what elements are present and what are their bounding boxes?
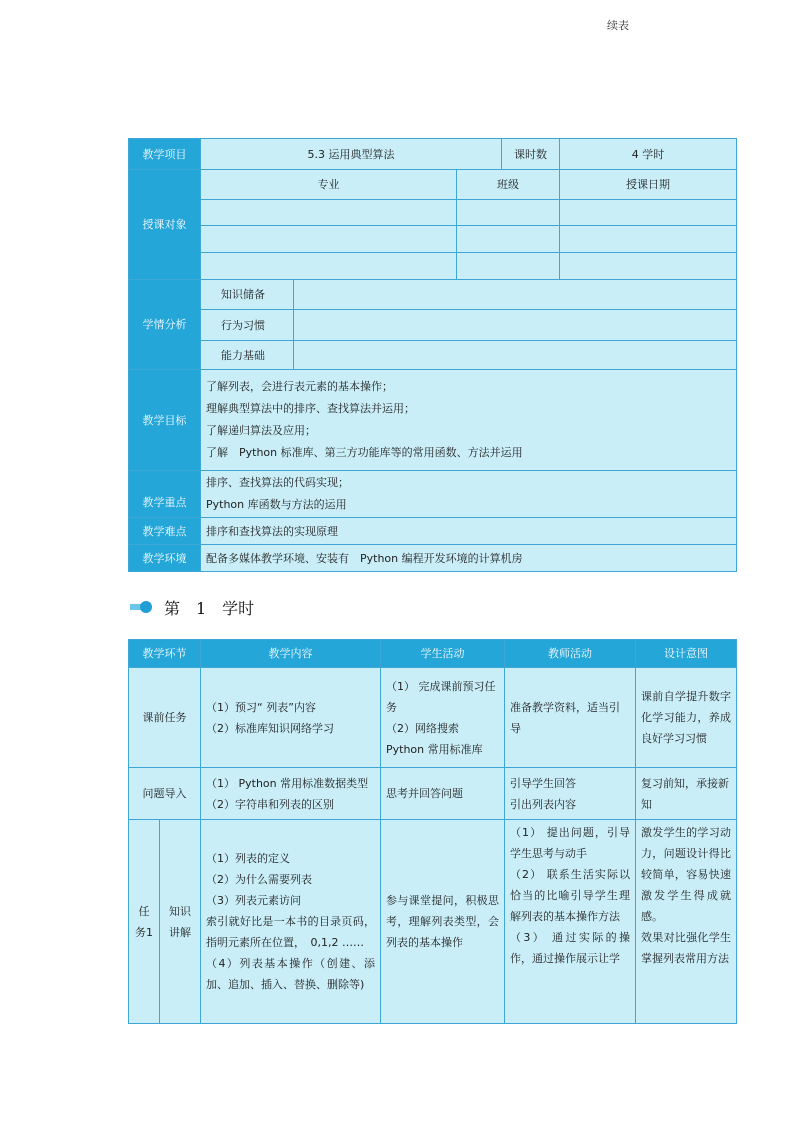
running-head: 续表 [607,19,629,32]
goals-list [201,370,737,471]
audience-cell [201,226,457,253]
student-line: 思考并回答问题 [386,787,463,800]
student-line: （2）网络搜索 Python 常用标准库 [386,721,483,756]
analysis-value [294,341,737,370]
section-marker-icon [130,601,152,613]
project-value: 5.3 运用典型算法 [201,139,502,170]
intent-cell [636,820,737,1024]
intent-line: 课前自学提升数字化学习能力，养成良好学习习惯 [641,690,731,745]
audience-header-class: 班级 [457,170,560,200]
project-label: 教学项目 [129,139,201,170]
goal-item: 了解 Python 标准库、第三方功能库等的常用函数、方法并运用 [206,446,523,459]
content-line: （2）字符串和列表的区别 [206,797,334,811]
analysis-value [294,280,737,310]
audience-cell [201,253,457,280]
hours-value: 4 学时 [560,139,737,170]
intent-cell [636,668,737,768]
stage-cell: 课前任务 [129,668,201,768]
audience-cell [201,200,457,226]
section-heading [130,596,254,618]
student-cell [381,668,505,768]
student-line: （1） 完成课前预习任务 [386,679,496,714]
intent-cell [636,768,737,820]
content-cell [201,820,381,1024]
analysis-item: 行为习惯 [201,310,294,341]
audience-cell [560,226,737,253]
goals-label: 教学目标 [129,370,201,471]
difficulty-label: 教学难点 [129,518,201,545]
goal-item: 理解典型算法中的排序、查找算法并运用； [206,402,415,415]
teacher-line: （3） 通过实际的操作，通过操作展示让学 [510,931,630,965]
key-point: Python 库函数与方法的运用 [206,498,347,511]
header-intent: 设计意图 [636,640,737,668]
key-points [201,471,737,518]
content-line: 索引就好比是一本书的目录页码，指明元素所在位置， 0,1,2 …… [206,915,375,949]
header-teacher: 教师活动 [505,640,636,668]
table-row [129,820,737,1024]
header-content: 教学内容 [201,640,381,668]
teacher-line: （2） 联系生活实际以恰当的比喻引导学生理解列表的基本操作方法 [510,868,630,923]
teacher-line: 准备教学资料，适当引导 [510,700,620,735]
stage-cell: 问题导入 [129,768,201,820]
key-point: 排序、查找算法的代码实现； [206,476,349,489]
difficulty-value: 排序和查找算法的实现原理 [201,518,737,545]
hours-label: 课时数 [502,139,560,170]
audience-cell [457,226,560,253]
content-cell [201,668,381,768]
header-stage: 教学环节 [129,640,201,668]
teacher-cell [505,768,636,820]
analysis-label: 学情分析 [129,280,201,370]
intent-line: 复习前知，承接新知 [641,776,729,811]
audience-cell [560,253,737,280]
content-line: （2）标准库知识网络学习 [206,721,334,735]
env-label: 教学环境 [129,545,201,572]
content-line: （3）列表元素访问 [206,894,301,907]
header-student: 学生活动 [381,640,505,668]
section-title: 第 1 学时 [164,598,255,618]
intent-line: 激发学生的学习动力，问题设计得比较简单，容易快速激发学生得成就感。 [641,826,731,923]
audience-cell [560,200,737,226]
student-line: 参与课堂提问，积极思考，理解列表类型，会列表的基本操作 [386,894,499,949]
audience-cell [457,200,560,226]
goal-item: 了解递归算法及应用； [206,424,316,437]
content-line: （4）列表基本操作（创建、添加、追加、插入、替换、删除等) [206,957,375,991]
stage-outer-cell: 任务1 [129,820,160,1024]
env-value: 配备多媒体教学环境、安装有 Python 编程开发环境的计算机房 [201,545,737,572]
stage-inner-cell: 知识讲解 [160,820,201,1024]
audience-label: 授课对象 [129,170,201,280]
teacher-line: 引导学生回答 [510,776,576,790]
audience-header-major: 专业 [201,170,457,200]
goal-item: 了解列表，会进行表元素的基本操作； [206,380,393,393]
teacher-line: 引出列表内容 [510,797,576,811]
audience-header-date: 授课日期 [560,170,737,200]
student-cell [381,768,505,820]
intent-line: 效果对比强化学生掌握列表常用方法 [641,931,731,965]
student-cell [381,820,505,1024]
teacher-cell [505,668,636,768]
audience-cell [457,253,560,280]
content-line: （1）列表的定义 [206,852,290,865]
content-line: （1）预习“ 列表”内容 [206,700,316,714]
content-line: （2）为什么需要列表 [206,873,312,886]
teacher-cell [505,820,636,1024]
content-line: （1） Python 常用标准数据类型 [206,776,369,790]
teacher-line: （1） 提出问题，引导学生思考与动手 [510,826,630,860]
table-row [129,768,737,820]
content-cell [201,768,381,820]
table-row [129,668,737,768]
analysis-value [294,310,737,341]
teaching-plan-table [128,138,737,572]
key-label: 教学重点 [129,471,201,518]
analysis-item: 能力基础 [201,341,294,370]
analysis-item: 知识储备 [201,280,294,310]
lesson-flow-table [128,639,737,1024]
